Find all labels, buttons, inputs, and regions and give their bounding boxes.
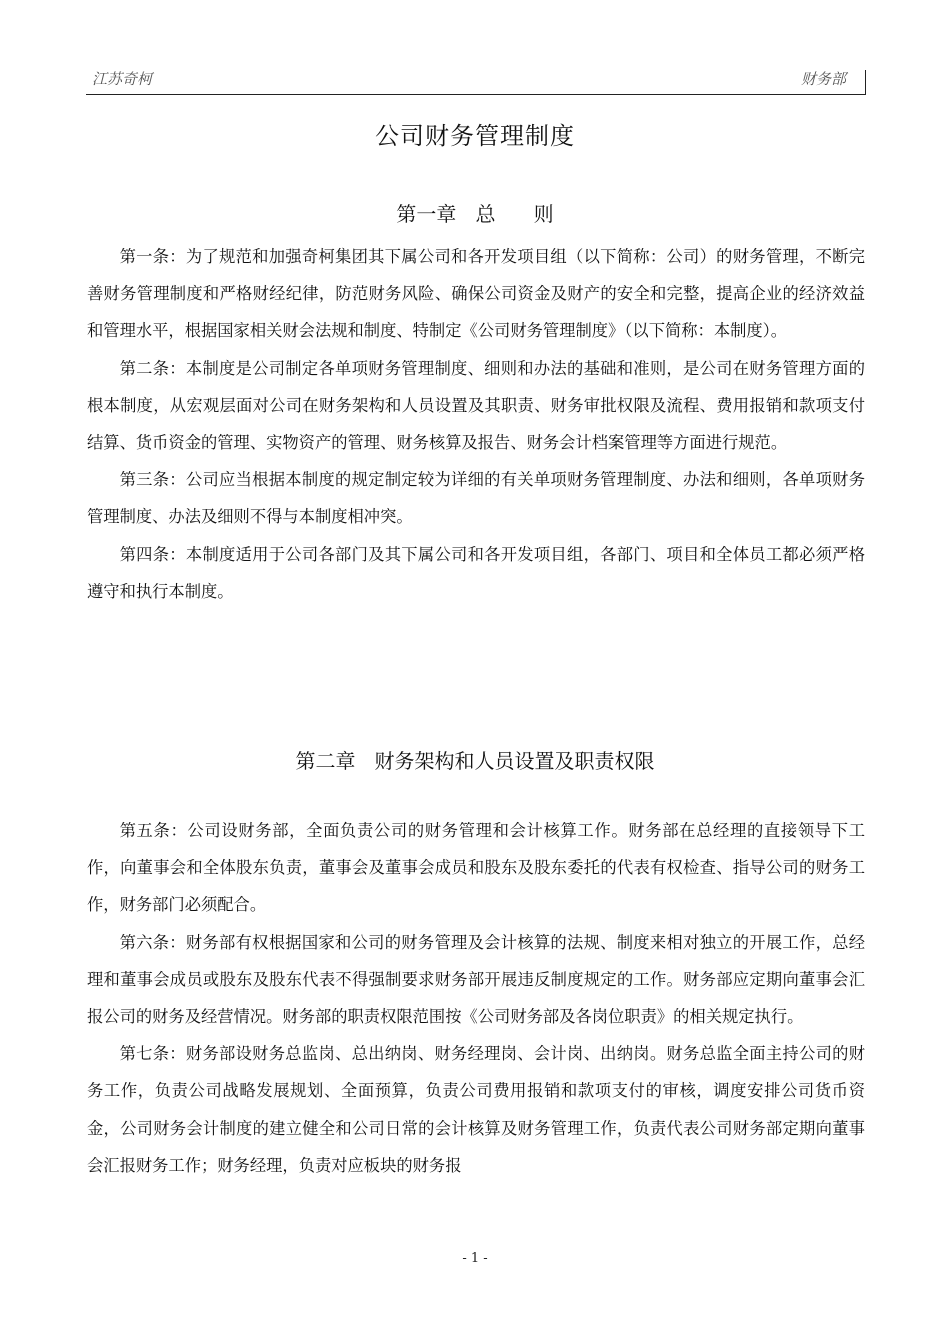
article-3: 第三条：公司应当根据本制度的规定制定较为详细的有关单项财务管理制度、办法和细则，各单项财务管理制度、办法及细则不得与本制度相冲突。 xyxy=(87,470,865,527)
document-title: 公司财务管理制度 xyxy=(375,122,575,150)
page-number: - 1 - xyxy=(462,1251,488,1266)
article-5: 第五条：公司设财务部，全面负责公司的财务管理和会计核算工作。财务部在总经理的直接领导下工作，向董事会和全体股东负责，董事会及董事会成员和股东及股东委托的代表有权检查、指导公司的财务工作，财务部门必须配合。 xyxy=(87,821,865,915)
chapter-1-heading: 第一章 总 则 xyxy=(396,202,554,226)
chapter-1-body xyxy=(87,238,865,610)
article-2: 第二条：本制度是公司制定各单项财务管理制度、细则和办法的基础和准则，是公司在财务管理方面的根本制度，从宏观层面对公司在财务架构和人员设置及其职责、财务审批权限及流程、费用报销和款项支付结算、货币资金的管理、实物资产的管理、财务核算及报告、财务会计档案管理等方面进行规范。 xyxy=(87,358,865,453)
article-6: 第六条：财务部有权根据国家和公司的财务管理及会计核算的法规、制度来相对独立的开展工作，总经理和董事会成员或股东及股东代表不得强制要求财务部开展违反制度规定的工作。财务部应定期向董事会汇报公司的财务及经营情况。财务部的职责权限范围按《公司财务部及各岗位职责》的相关规定执行。 xyxy=(87,932,865,1027)
article-7: 第七条：财务部设财务总监岗、总出纳岗、财务经理岗、会计岗、出纳岗。财务总监全面主持公司的财务工作，负责公司战略发展规划、全面预算，负责公司费用报销和款项支付的审核，调度安排公司货币资金，公司财务会计制度的建立健全和公司日常的会计核算及财务管理工作，负责代表公司财务部定期向董事会汇报财务工作；财务经理，负责对应板块的财务报 xyxy=(87,1044,865,1175)
chapter-2-heading: 第二章 财务架构和人员设置及职责权限 xyxy=(295,749,655,773)
header-vertical-rule xyxy=(865,70,866,94)
header-company-name: 江苏奇柯 xyxy=(92,70,153,88)
running-header xyxy=(86,64,866,95)
header-department-name: 财务部 xyxy=(800,70,846,88)
chapter-2-body xyxy=(87,812,865,1184)
article-4: 第四条：本制度适用于公司各部门及其下属公司和各开发项目组，各部门、项目和全体员工都必须严格遵守和执行本制度。 xyxy=(87,544,865,601)
article-1: 第一条：为了规范和加强奇柯集团其下属公司和各开发项目组（以下简称：公司）的财务管理，不断完善财务管理制度和严格财经纪律，防范财务风险、确保公司资金及财产的安全和完整，提高企业的经济效益和管理水平，根据国家相关财会法规和制度、特制定《公司财务管理制度》（以下简称：本制度）。 xyxy=(87,247,865,341)
